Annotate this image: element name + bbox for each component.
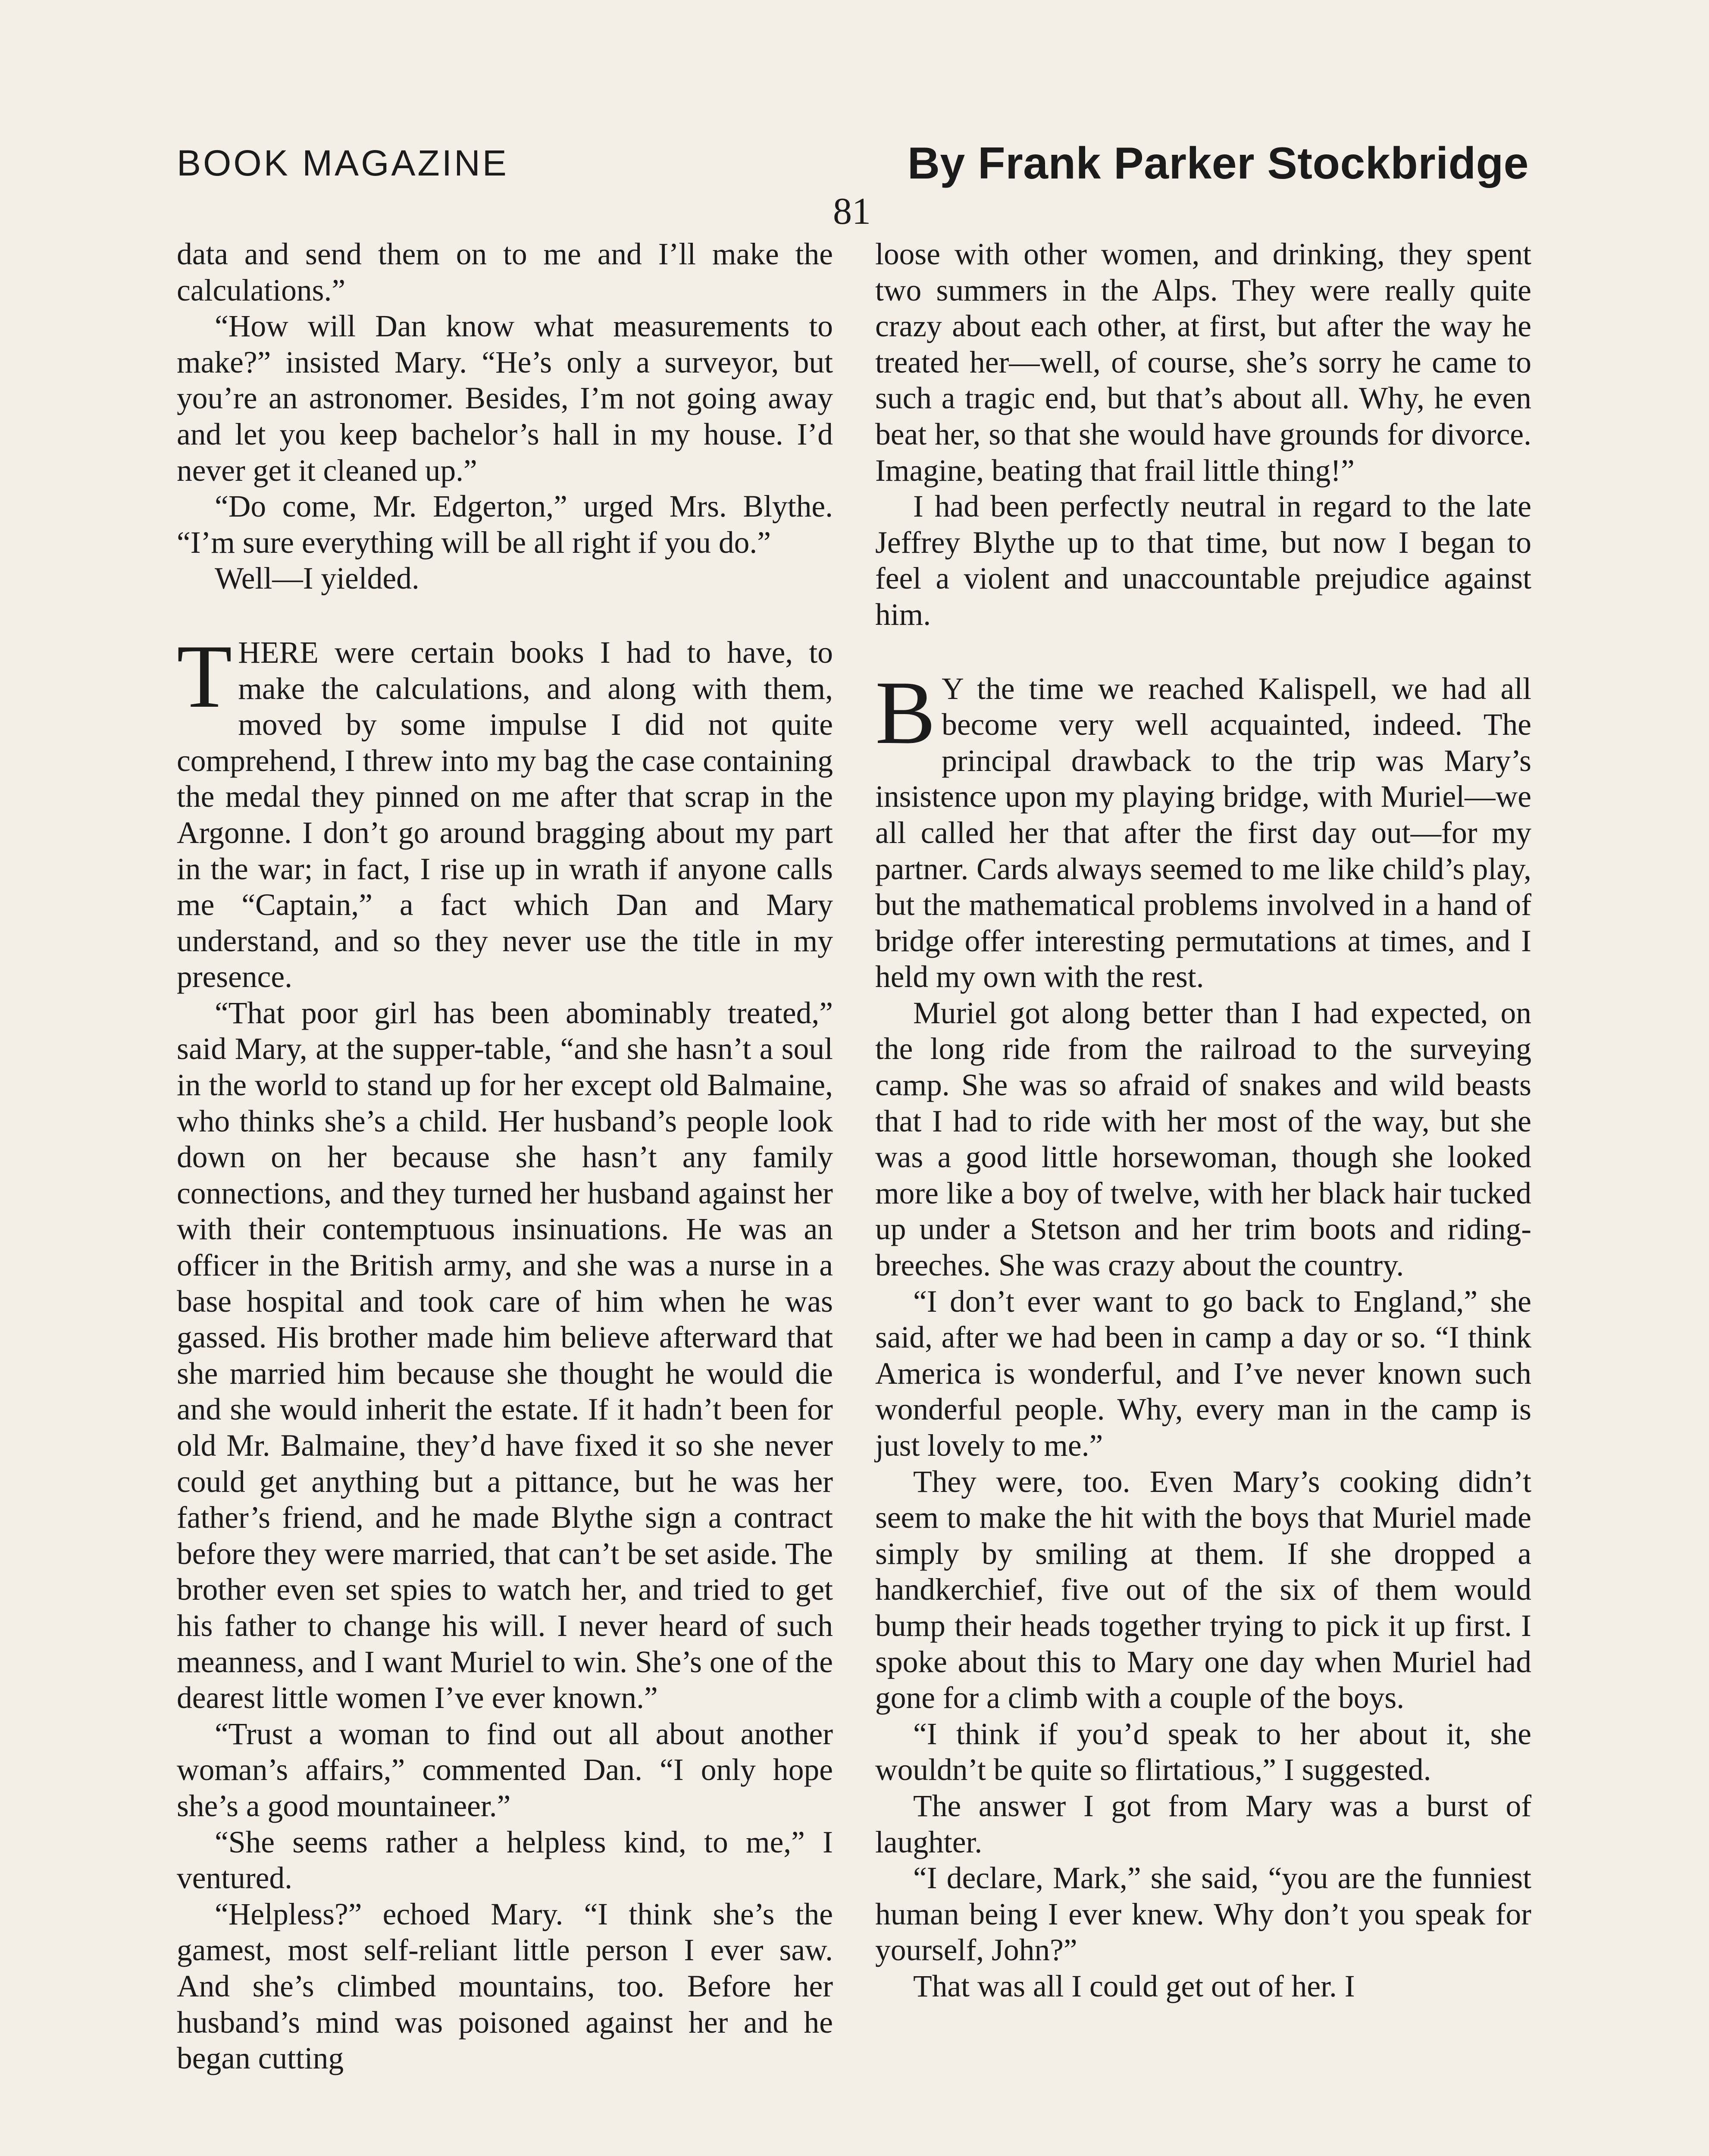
paragraph: They were, too. Even Mary’s cooking didn’t seem to make the hit with the boys that Muriel made simply by smiling at them. If she dropped a handkerchief, five out of the six of them would bump their heads together trying to pick it up first. I spoke about this to Mary one day when Muriel had gone for a climb with a couple of the boys. [875, 1464, 1531, 1715]
paragraph-text: Y the time we reached Kalispell, we had all become very well acquainted, indeed. The principal drawback to the trip was Mary’s insistence upon my playing bridge, with Muriel—we all called her that after the first day out—for my partner. Cards always seemed to me like child’s play, but the mathematical problems involved in a hand of bridge offer interesting permutations at times, and I held my own with the rest. [875, 671, 1531, 994]
paragraph: loose with other women, and drinking, they spent two summers in the Alps. They were really quite crazy about each other, at first, but after the way he treated her—well, of course, she’s sorry he came to such a tragic end, but that’s about all. Why, he even beat her, so that she would have grounds for divorce. Imagine, beating that frail little thing!” [875, 237, 1531, 488]
right-column [875, 236, 1531, 2005]
paragraph: “I declare, Mark,” she said, “you are the funniest human being I ever knew. Why don’t you speak for yourself, John?” [875, 1861, 1531, 1968]
section-opening-paragraph [875, 662, 1531, 995]
paragraph: data and send them on to me and I’ll make the calculations.” [177, 237, 833, 307]
running-head-magazine: BOOK MAGAZINE [177, 143, 509, 183]
paragraph: Well—I yielded. [215, 561, 419, 596]
paragraph: “How will Dan know what measurements to make?” insisted Mary. “He’s only a surveyor, but you’re an astronomer. Besides, I’m not going away and let you keep bachelor’s hall in my house. I’d never get it cleaned up.” [177, 309, 833, 488]
paragraph: The answer I got from Mary was a burst of laughter. [875, 1789, 1531, 1859]
paragraph: “I think if you’d speak to her about it, she wouldn’t be quite so flirtatious,” I suggested. [875, 1717, 1531, 1787]
paragraph: “She seems rather a helpless kind, to me,” I ventured. [177, 1825, 833, 1896]
drop-cap: T [177, 626, 232, 727]
running-head-author: By Frank Parker Stockbridge [907, 138, 1529, 188]
paragraph: “Helpless?” echoed Mary. “I think she’s the gamest, most self-reliant little person I ever saw. And she’s climbed mountains, too. Before her husband’s mind was poisoned against her and he began cutting [177, 1897, 833, 2076]
left-column [177, 236, 833, 2077]
paragraph: That was all I could get out of her. I [913, 1969, 1355, 2003]
paragraph: “I don’t ever want to go back to England,” she said, after we had been in camp a day or so. “I think America is wonderful, and I’ve never known such wonderful people. Why, every man in the camp is just lovely to me.” [875, 1284, 1531, 1463]
drop-cap: B [875, 662, 936, 763]
paragraph: Muriel got along better than I had expected, on the long ride from the railroad to the surveying camp. She was so afraid of snakes and wild beasts that I had to ride with her most of the way, but she was a good little horsewoman, though she looked more like a boy of twelve, with her black hair tucked up under a Stetson and her trim boots and riding-breeches. She was crazy about the country. [875, 996, 1531, 1283]
paragraph: “That poor girl has been abominably treated,” said Mary, at the supper-table, “and she hasn’t a soul in the world to stand up for her except old Balmaine, who thinks she’s a child. Her husband’s people look down on her because she hasn’t any family connections, and they turned her husband against her with their contemptuous insinuations. He was an officer in the British army, and she was a nurse in a base hospital and took care of him when he was gassed. His brother made him believe afterward that she married him because she thought he would die and she would inherit the estate. If it hadn’t been for old Mr. Balmaine, they’d have fixed it so she never could get anything but a pittance, but he was her father’s friend, and he made Blythe sign a contract before they were married, that can’t be set aside. The brother even set spies to watch her, and tried to get his father to change his will. I never heard of such meanness, and I want Muriel to win. She’s one of the dearest little women I’ve ever known.” [177, 996, 833, 1715]
section-opening-paragraph [177, 626, 833, 995]
page-number: 81 [833, 191, 871, 232]
paragraph: “Do come, Mr. Edgerton,” urged Mrs. Blythe. “I’m sure everything will be all right if you do.” [177, 489, 833, 560]
paragraph: I had been perfectly neutral in regard to the late Jeffrey Blythe up to that time, but now I began to feel a violent and unaccountable prejudice against him. [875, 489, 1531, 632]
paragraph-text: HERE were certain books I had to have, to make the calculations, and along with them, moved by some impulse I did not quite comprehend, I threw into my bag the case containing the medal they pinned on me after that scrap in the Argonne. I don’t go around bragging about my part in the war; in fact, I rise up in wrath if anyone calls me “Captain,” a fact which Dan and Mary understand, and so they never use the title in my presence. [177, 635, 833, 994]
paragraph: “Trust a woman to find out all about another woman’s affairs,” commented Dan. “I only hope she’s a good mountaineer.” [177, 1717, 833, 1823]
